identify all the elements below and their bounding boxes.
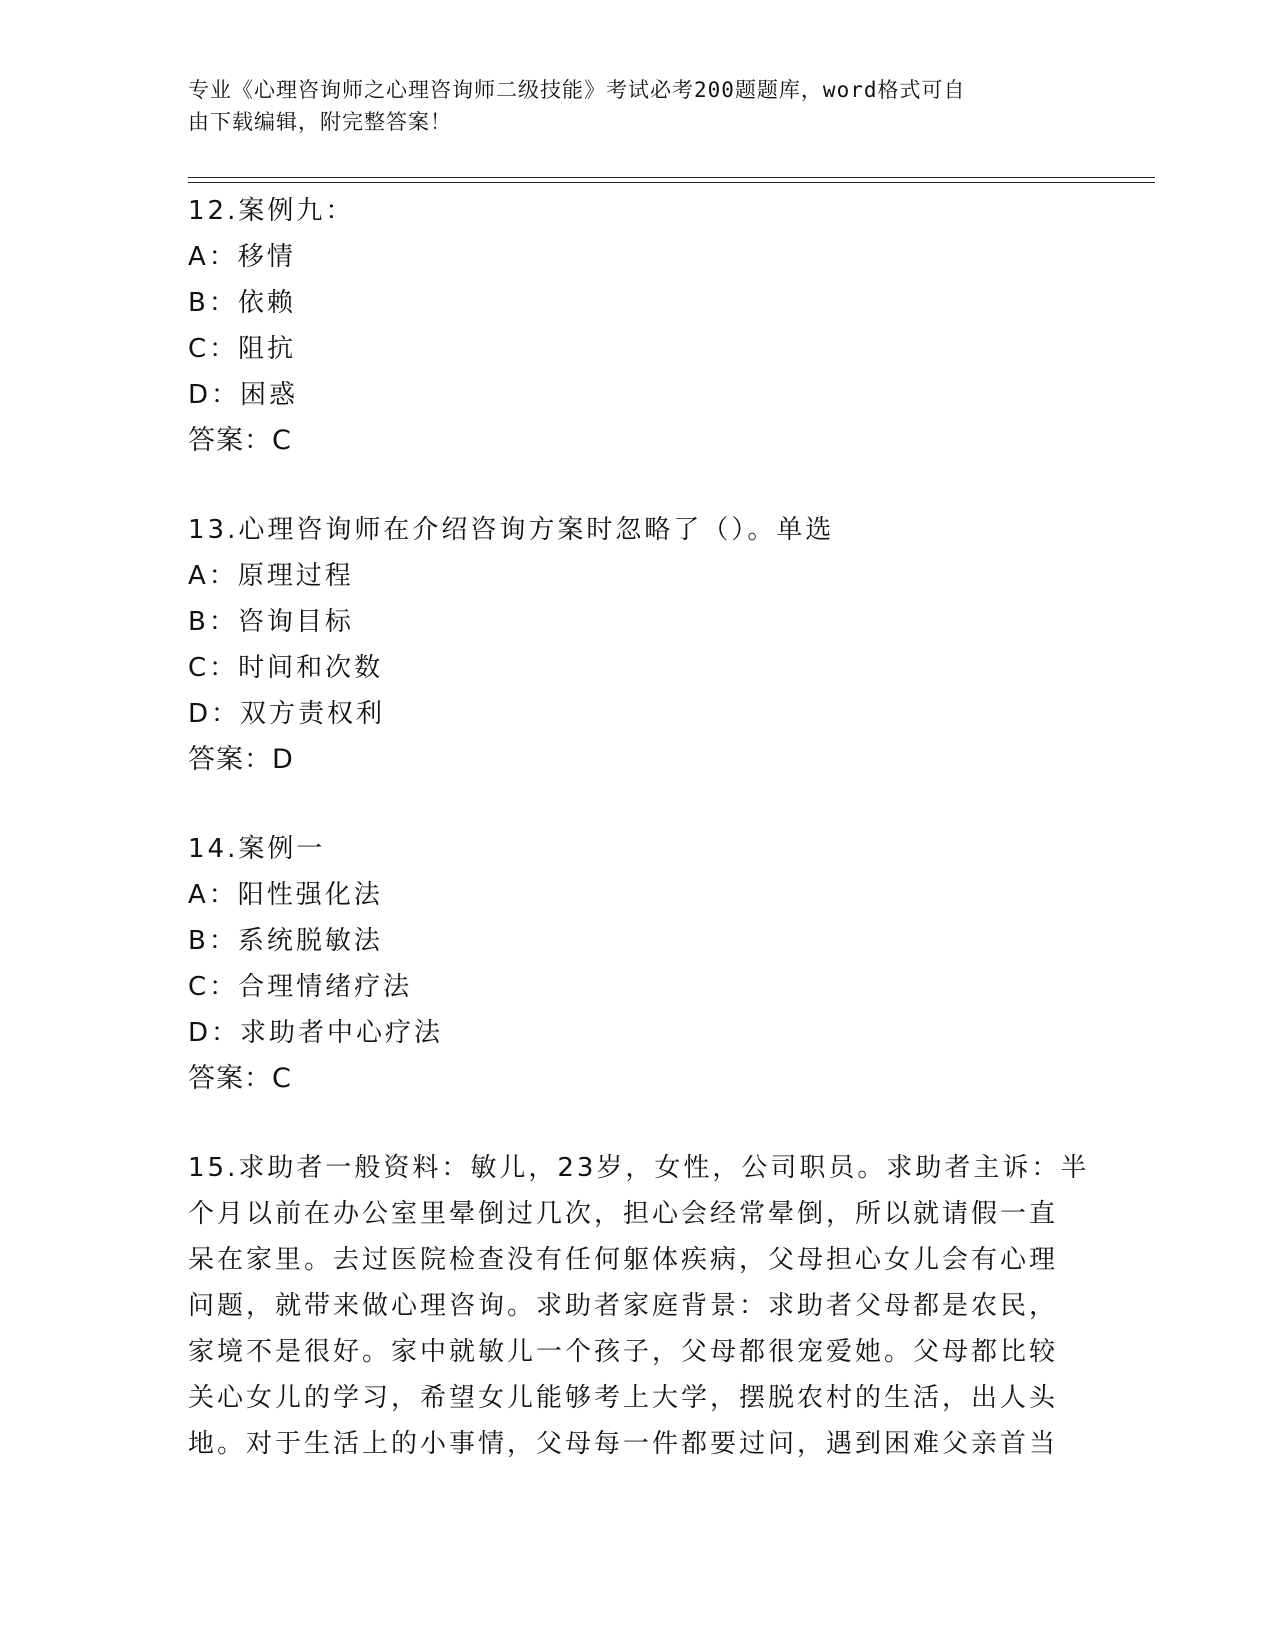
- question-13: [188, 507, 1088, 783]
- option-c: C：阻抗: [188, 334, 297, 364]
- answer-label: 答案：D: [188, 744, 294, 775]
- paragraph-line: 家境不是很好。家中就敏儿一个孩子，父母都很宠爱她。父母都比较: [188, 1337, 1059, 1367]
- answer-label: 答案：C: [188, 425, 292, 456]
- option-a: A：阳性强化法: [188, 880, 383, 910]
- option-a: A：原理过程: [188, 561, 354, 591]
- option-c: C：时间和次数: [188, 653, 384, 683]
- header-divider-top: [188, 177, 1155, 178]
- option-d: D：双方责权利: [188, 699, 386, 729]
- paragraph-line: 个月以前在办公室里晕倒过几次，担心会经常晕倒，所以就请假一直: [188, 1199, 1059, 1229]
- question-14: [188, 826, 1088, 1102]
- option-d: D：求助者中心疗法: [188, 1018, 444, 1048]
- document-header: [188, 74, 1068, 138]
- header-divider-bottom: [188, 182, 1155, 183]
- question-stem: 12.案例九：: [188, 196, 355, 226]
- paragraph-line: 问题，就带来做心理咨询。求助者家庭背景：求助者父母都是农民，: [188, 1291, 1059, 1321]
- option-b: B：咨询目标: [188, 607, 354, 637]
- question-stem: 13.心理咨询师在介绍咨询方案时忽略了（）。单选: [188, 515, 835, 545]
- option-a: A：移情: [188, 242, 296, 272]
- paragraph-line: 15.求助者一般资料：敏儿，23岁，女性，公司职员。求助者主诉：半: [188, 1153, 1090, 1183]
- paragraph-line: 关心女儿的学习，希望女儿能够考上大学，摆脱农村的生活，出人头: [188, 1383, 1059, 1413]
- header-line-2: 由下载编辑，附完整答案！: [188, 110, 452, 134]
- question-15-paragraph: [188, 1145, 1088, 1467]
- header-line-1: 专业《心理咨询师之心理咨询师二级技能》考试必考200题题库，word格式可自: [188, 78, 966, 102]
- question-list: [188, 188, 1088, 1467]
- question-stem: 14.案例一: [188, 834, 326, 864]
- option-b: B：依赖: [188, 288, 296, 318]
- option-c: C：合理情绪疗法: [188, 972, 413, 1002]
- paragraph-line: 地。对于生活上的小事情，父母每一件都要过问，遇到困难父亲首当: [188, 1429, 1059, 1459]
- question-12: [188, 188, 1088, 464]
- paragraph-line: 呆在家里。去过医院检查没有任何躯体疾病，父母担心女儿会有心理: [188, 1245, 1059, 1275]
- answer-label: 答案：C: [188, 1063, 292, 1094]
- option-d: D：困惑: [188, 380, 299, 410]
- option-b: B：系统脱敏法: [188, 926, 383, 956]
